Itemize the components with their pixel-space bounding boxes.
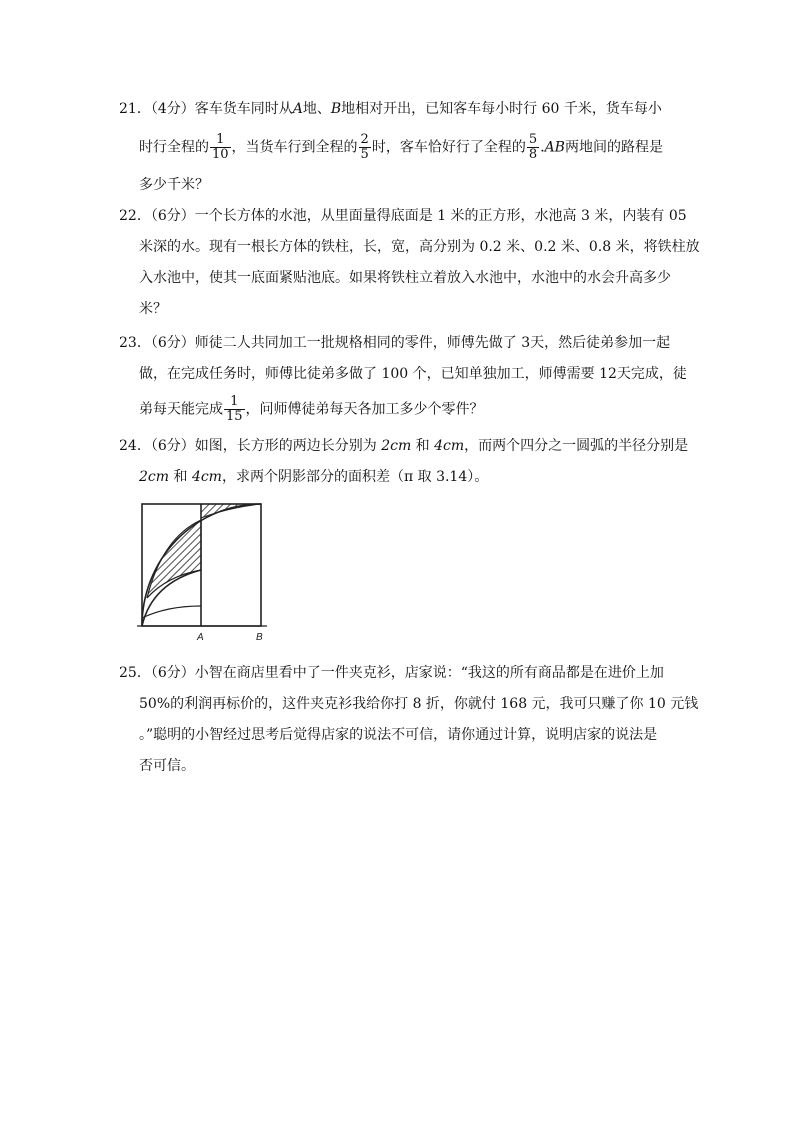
q21-point-b: B: [330, 101, 342, 117]
q23-line-2: 做，在完成任务时，师傅比徒弟多做了 100 个，已知单独加工，师傅需要 12天完成，徒: [139, 366, 687, 382]
q21-points: （4分）: [150, 101, 195, 117]
q24-text-2a: 和: [169, 469, 192, 485]
q21-text-2a: 时行全程的: [139, 139, 209, 156]
q21-point-a: A: [292, 101, 303, 117]
q25-number: 25．: [119, 665, 151, 681]
figure-label-a: A: [197, 632, 204, 643]
figure-shaded-left: [147, 520, 201, 598]
q25-text-1: 小智在商店里看中了一件夹克衫，店家说：“我这的所有商品都是在进价上加: [194, 665, 664, 681]
q23-frac-den: 15: [226, 409, 243, 424]
q21-text-2b: ，当货车行到全程的: [231, 139, 358, 156]
q23-number: 23．: [119, 335, 151, 351]
q23-text-3a: 弟每天能完成: [139, 401, 223, 418]
q21-frac3-num: 5: [528, 132, 538, 147]
q21-fraction-3: [527, 133, 539, 162]
q22-text-1: 一个长方体的水池，从里面量得底面是 1 米的正方形，水池高 3 米，内装有 05: [194, 208, 687, 224]
q21-fraction-1: [210, 133, 231, 162]
q21-text-2d: .: [540, 139, 545, 156]
q24-value-3: 2cm: [139, 469, 170, 485]
q25-line-2: 50%的利润再标价的，这件夹克衫我给你打 8 折，你就付 168 元，我可只赚了你 10 元钱: [139, 696, 699, 712]
q22-line-4: 米？: [139, 301, 167, 317]
q21-text-2c: 时，客车恰好行了全程的: [371, 139, 526, 156]
q25-line-1: [119, 663, 664, 683]
figure-bottom-arc: [142, 606, 201, 618]
q24-text-1a: 如图，长方形的两边长分别为: [194, 438, 382, 454]
q24-text-2b: ，求两个阴影部分的面积差（π 取 3.14）。: [221, 469, 489, 485]
q23-line-1: [119, 333, 670, 353]
q22-line-1: [119, 206, 687, 226]
q24-points: （6分）: [150, 438, 195, 454]
q21-text-2e: 两地间的路程是: [564, 139, 663, 156]
q24-line-1: [119, 436, 688, 456]
q24-line-2: [139, 467, 488, 487]
q24-value-4: 4cm: [191, 469, 222, 485]
q21-line-1: [119, 99, 662, 119]
q21-frac1-den: 10: [212, 147, 229, 162]
q22-line-2: 米深的水。现有一根长方体的铁柱，长，宽，高分别为 0.2 米、0.2 米、0.8 米，将铁柱放: [139, 239, 700, 255]
q24-text-1c: ，而两个四分之一圆弧的半径分别是: [464, 438, 689, 454]
q24-value-2: 4cm: [434, 438, 465, 454]
q21-ab: AB: [544, 139, 565, 156]
q21-text-1b: 地、: [302, 101, 331, 117]
q25-line-3: 。”聪明的小智经过思考后觉得店家的说法不可信，请你通过计算，说明店家的说法是: [139, 727, 658, 743]
q23-text-3b: ，问师傅徒弟每天各加工多少个零件？: [245, 401, 484, 418]
q22-number: 22．: [119, 208, 151, 224]
q21-text-1: 客车货车同时从: [194, 101, 293, 117]
q21-frac2-num: 2: [360, 132, 369, 147]
q24-value-1: 2cm: [381, 438, 412, 454]
q21-text-1c: 地相对开出，已知客车每小时行 60 千米，货车每小: [341, 101, 662, 117]
q23-fraction: [224, 395, 245, 424]
q21-number: 21．: [119, 101, 151, 117]
q23-frac-num: 1: [230, 394, 239, 409]
q21-line-3: 多少千米？: [139, 177, 209, 193]
q21-frac2-den: 5: [360, 147, 369, 162]
q24-figure: [137, 498, 273, 646]
figure-label-b: B: [256, 632, 263, 643]
q23-text-1: 师徒二人共同加工一批规格相同的零件，师傅先做了 3天，然后徒弟参加一起: [194, 335, 671, 351]
q25-points: （6分）: [150, 665, 195, 681]
q21-frac3-den: 8: [528, 147, 538, 162]
q21-frac1-num: 1: [216, 132, 225, 147]
q25-line-4: 否可信。: [139, 758, 195, 774]
q24-text-1b: 和: [411, 438, 435, 454]
q23-line-3: [139, 395, 484, 424]
q21-line-2: [139, 133, 663, 162]
q24-number: 24．: [119, 438, 151, 454]
q21-fraction-2: [359, 133, 371, 162]
q23-points: （6分）: [150, 335, 195, 351]
q22-line-3: 入水池中，使其一底面紧贴池底。如果将铁柱立着放入水池中，水池中的水会升高多少: [139, 270, 671, 286]
q22-points: （6分）: [150, 208, 195, 224]
